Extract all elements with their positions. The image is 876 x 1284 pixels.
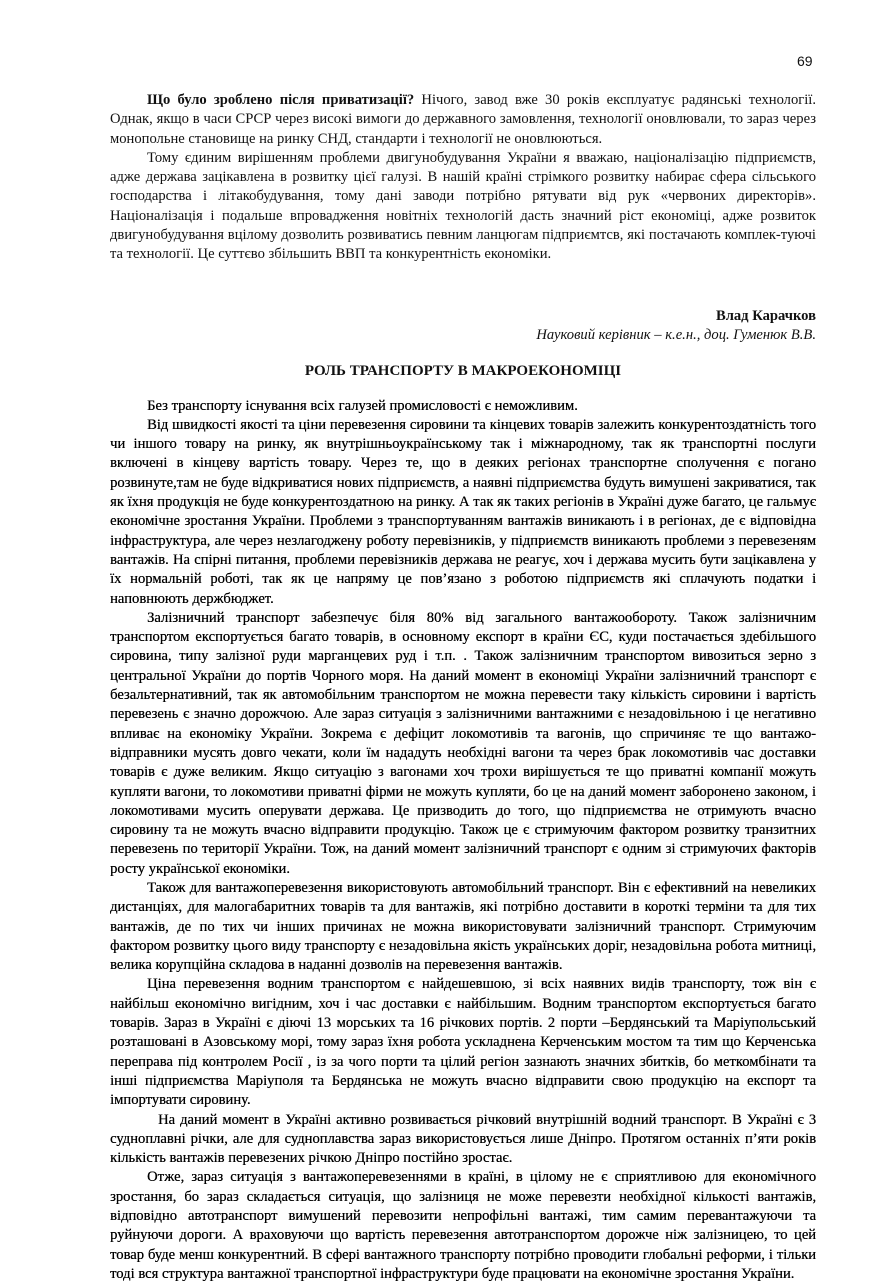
intro-question: Що було зроблено після приватизації? [147,92,415,108]
supervisor-line: Науковий керівник – к.е.н., доц. Гуменюк В.В. [536,326,816,343]
article-paragraph: Залізничний транспорт забезпечує біля 80% від загального вантажообороту. Також залізничним транспортом експортується багато товарів, в основному експорт в країни ЄС, куди постачається здебільшого сировина, типу залізної руди марганцевих руд і т.п. . Також залізничним транспортом вивозиться зерно з центральної України до портів Чорного моря. На даний момент в економіці України залізничний транспорт є безальтернативний, так як автомобільним транспортом не можна перевести таку кількість сировини і вартість перевезень є значно дорожчою. Але зараз ситуація з залізничними вантажними є незадовільною і це негативно впливає на економіку України. Зокрема є дефіцит локомотивів та вагонів, що спричиняє те що вантажо-відправники мусять довго чекати, коли їм нададуть необхідні вагони та через брак локомотивів час доставки товарів є дуже великим. Якщо ситуацію з вагонами хоч трохи вирішується те що приватні компанії можуть купляти вагони, то локомотиви приватні фірми не можуть купляти, бо це на даний момент заборонено законом, і локомотивами мусить оперувати держава. Це призводить до того, що підприємства не отримують вчасно сировину та не можуть вчасно відправити продукцію. Також це є стримуючим фактором розвитку транзитних перевезень по території України. Тож, на даний момент залізничний транспорт є одним зі стримуючих факторів росту української економіки. [110,609,816,877]
page-number: 69 [797,53,813,69]
article-paragraph: Ціна перевезення водним транспортом є найдешевшою, зі всіх наявних видів транспорту, тож він є найбільш економічно вигідним, хоч і час доставки є найбільшим. Водним транспортом експортується багато товарів. Зараз в Україні є діючі 13 морських та 16 річкових портів. 2 порти –Бердянський та Маріупольський розташовані в Азовському морі, тому зараз їхня робота ускладнена Керченським мостом та тим що Керченська переправа під контролем Росії , із за чого порти та цілий регіон зазнають значних збитків, бо меткомбінати та інші підприємства Маріуполя та Бердянська не можуть вчасно відправити свою продукцію на експорт та імпортувати сировину. [110,976,816,1109]
article-body [110,397,816,1284]
article-paragraph: Також для вантажоперевезення використовують автомобільний транспорт. Він є ефективний на невеликих дистанціях, для малогабаритних товарів та для вантажів, які потрібно доставити в короткі терміни та для тих вантажів, де по тих чи інших причинах не можна використовувати залізничний транспорт. Стримуючим фактором розвитку цього виду транспорту є незадовільна якість українських доріг, незадовільна робота митниці, велика корупційна складова в наданні дозволів на перевезення вантажів. [110,879,816,974]
intro-paragraph-1 [110,91,816,149]
article-title: РОЛЬ ТРАНСПОРТУ В МАКРОЕКОНОМІЦІ [304,363,622,380]
article-paragraph: Без транспорту існування всіх галузей промисловості є неможливим. [147,397,578,414]
article-paragraph: Від швидкості якості та ціни перевезення сировини та кінцевих товарів залежить конкурентоздатність того чи іншого товару на ринку, як внутрішньоукраїнському так і міжнародному, так як транспортні послуги включені в кінцеву вартість товару. Через те, що в деяких регіонах транспортне сполучення є погано розвинуте,там не буде відкриватися нових підприємств, а наявні підприємства будуть вимушені закриватися, так як їхня продукція не буде конкурентоздатною на ринку. А так як таких регіонів в Україні дуже багато, це гальмує економічне зростання України. Проблеми з транспортуванням вантажів виникають і в регіонах, де є відповідна інфраструктура, але через незлагоджену роботу перевізників, у підприємств виникають проблеми з перевезеням вантажів. На спірні питання, проблеми перевізників держава не реагує, хоч і держава мусить бути зацікавлена у їх нормальній роботі, так як це напряму це пов’язано з роботою підприємств які сплачують податки і наповнюють держбюджет. [110,416,816,607]
intro-paragraph-2: Тому єдиним вирішенням проблеми двигунобудування України я вважаю, націоналізацію підприємств, адже держава зацікавлена в розвитку цієї галузі. В нашій країні стрімкого розвитку набирає сфера сільського господарства і літакобудування, тому дані заводи потрібно рятувати від рук «червоних директорів». Націоналізація і подальше впровадження новітніх технологій дасть значний ріст економіці, адже розвиток двигунобудування вцілому дозволить розвиватись певним ланцюгам підприємтсв, які постачають комплек-туючі та технології. Це суттєво збільшить ВВП та конкурентність економіки. [110,149,816,263]
document-body [110,91,816,1284]
article-paragraph: Отже, зараз ситуація з вантажоперевезеннями в країні, в цілому не є сприятливою для економічного зростання, бо зараз складається ситуація, що залізниця не може перевезти необхідної кількості вантажів, відповідно автотранспорт вимушений перевозити непрофільні вантажі, тим самим перевантажуючи та руйнуючи дороги. А враховуючи що вартість перевезення автотранспортом дорожче ніж залізницею, то цей товар буде менш конкурентний. В сфері вантажного транспорту потрібно проводити глобальні реформи, і тільки тоді вся структура вантажної транспортної інфраструктури буде працювати на економічне зростання України. [110,1169,816,1282]
intro-answer: Нічого, завод вже 30 років експлуатує радянські технології. Однак, якщо в часи СРСР через високі вимоги до державного замовлення, технології оновлювали, то зараз через монопольне становище на ринку СНД, стандарти і технології не оновлюються. [110,92,816,147]
article-paragraph: На даний момент в Україні активно розвивається річковий внутрішній водний транспорт. В Україні є 3 судноплавні річки, але для судноплавства зараз використовується лише Дніпро. Протягом останніх п’яти років кількість вантажів перевезених річкою Дніпро постійно зростає. [110,1111,816,1167]
author-name: Влад Карачков [715,307,816,324]
